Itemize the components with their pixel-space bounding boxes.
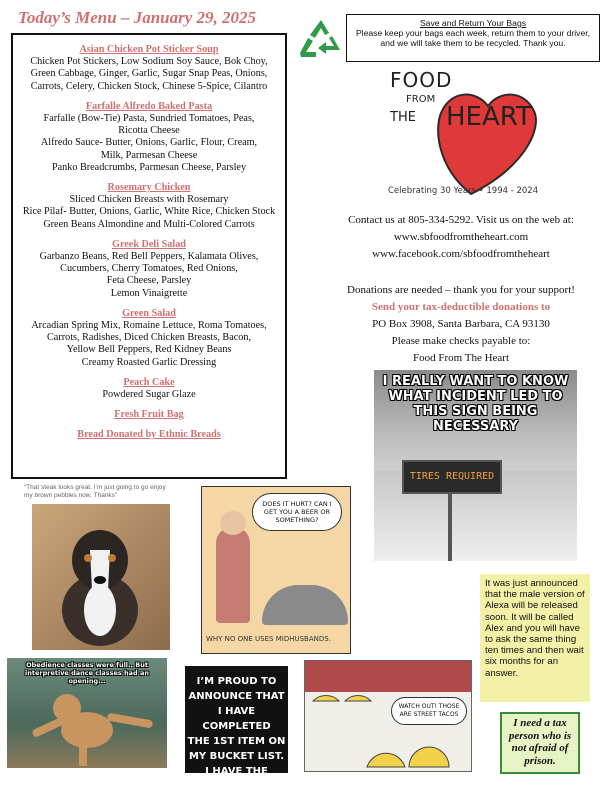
menu-item-title: Farfalle Alfredo Baked Pasta xyxy=(85,100,213,112)
menu-item-ingredients: Powdered Sugar Glaze xyxy=(102,389,196,401)
menu-item-ingredients: Ricotta Cheese xyxy=(118,125,180,137)
tacos-bubble: WATCH OUT! THOSE ARE STREET TACOS xyxy=(391,697,467,725)
menu-item-title: Asian Chicken Pot Sticker Soup xyxy=(79,44,219,55)
bucket-list-meme xyxy=(185,666,288,792)
menu-item-title: Green Salad xyxy=(122,307,176,319)
dancing-dog-meme xyxy=(7,658,167,768)
menu-item-title: Bread Donated by Ethnic Breads xyxy=(77,429,221,441)
tacos-group-icon xyxy=(365,727,455,769)
menu-item-ingredients: Feta Cheese, Parsley xyxy=(106,275,192,287)
midhusbands-cartoon xyxy=(201,486,351,654)
contact-info xyxy=(318,212,604,263)
tires-sign: TIRES REQUIRED xyxy=(402,460,502,494)
menu-item-ingredients: Green Beans Almondine and Multi-Colored Carrots xyxy=(43,218,255,230)
donation-address: PO Box 3908, Santa Barbara, CA 93130 xyxy=(372,318,550,330)
donation-info xyxy=(318,282,604,367)
menu-item-ingredients: Panko Breadcrumbs, Parmesan Cheese, Parsley xyxy=(51,161,247,173)
menu-item-title: Peach Cake xyxy=(123,376,175,388)
website-link[interactable]: www.sbfoodfromtheheart.com xyxy=(393,231,529,243)
dog-icon xyxy=(50,520,150,646)
cartoon-caption: WHY NO ONE USES MIDHUSBANDS. xyxy=(206,635,331,643)
taco-icon xyxy=(309,669,379,705)
facebook-link[interactable]: www.facebook.com/sbfoodfromtheheart xyxy=(372,248,550,260)
recycle-icon xyxy=(298,18,344,60)
tax-joke: I need a tax person who is not afraid of prison. xyxy=(500,712,580,774)
logo-heart-word: HEART xyxy=(446,102,532,132)
logo-from: FROM xyxy=(406,94,436,105)
menu-item-ingredients: Milk, Parmesan Cheese xyxy=(100,149,198,161)
menu-list xyxy=(14,44,284,442)
menu-item-ingredients: Farfalle (Bow-Tie) Pasta, Sundried Tomatoes, Peas, xyxy=(43,113,255,125)
bucket-line: ANNOUNCE THAT xyxy=(188,691,285,702)
bucket-text xyxy=(185,674,288,794)
man-figure xyxy=(216,527,250,623)
bucket-line: I’M PROUD TO xyxy=(196,676,277,687)
dog-steak-meme xyxy=(22,484,172,652)
bag-notice-title: Save and Return Your Bags xyxy=(419,18,527,28)
donation-send: Send your tax-deductible donations to xyxy=(371,301,551,313)
menu-item-ingredients: Arcadian Spring Mix, Romaine Lettuce, Roma Tomatoes, xyxy=(31,320,267,332)
speech-bubble: DOES IT HURT? CAN I GET YOU A BEER OR SOMETHING? xyxy=(252,493,342,531)
contact-line: Contact us at 805-334-5292. Visit us on the web at: xyxy=(348,214,574,226)
bag-return-notice xyxy=(346,14,600,62)
menu-item-ingredients: Creamy Roasted Garlic Dressing xyxy=(81,356,217,368)
dancing-dog-icon xyxy=(27,682,157,766)
menu-item-ingredients: Green Cabbage, Ginger, Garlic, Sugar Snap Peas, Onions, xyxy=(30,68,268,80)
logo-food: FOOD xyxy=(390,68,453,92)
menu-item-title: Rosemary Chicken xyxy=(107,182,191,194)
tires-required-meme xyxy=(374,370,577,561)
street-tacos-cartoon xyxy=(304,660,472,772)
menu-item-title: Greek Deli Salad xyxy=(112,238,186,250)
donation-appeal: Donations are needed – thank you for your support! xyxy=(347,284,575,296)
man-head xyxy=(220,511,246,535)
logo-tagline: Celebrating 30 Years • 1994 - 2024 xyxy=(388,186,539,196)
menu-item-ingredients: Garbanzo Beans, Red Bell Peppers, Kalamata Olives, xyxy=(39,251,259,263)
bucket-line: MY BUCKET LIST. xyxy=(188,751,285,762)
page-title: Today’s Menu – January 29, 2025 xyxy=(18,8,257,27)
logo-the: THE xyxy=(390,110,416,125)
menu-item-ingredients: Rice Pilaf- Butter, Onions, Garlic, White Rice, Chicken Stock xyxy=(22,206,276,218)
donation-checks: Please make checks payable to: xyxy=(391,335,531,347)
sign-post xyxy=(448,494,452,561)
menu-item-ingredients: Lemon Vinaigrette xyxy=(110,287,188,299)
menu-item-ingredients: Chicken Pot Stickers, Low Sodium Soy Sauce, Bok Choy, xyxy=(30,56,268,68)
menu-item-ingredients: Cucumbers, Cherry Tomatoes, Red Onions, xyxy=(60,263,238,275)
dog-caption: “That steak looks great. I’m just going to go enjoy my brown pebbles now. Thanks” xyxy=(24,484,166,499)
menu-item-ingredients: Alfredo Sauce- Butter, Onions, Garlic, Flour, Cream, xyxy=(40,137,258,149)
menu-item-ingredients: Carrots, Radishes, Diced Chicken Breasts, Bacon, xyxy=(47,332,251,344)
meme-caption: I REALLY WANT TO KNOW WHAT INCIDENT LED TO THIS SIGN BEING NECESSARY xyxy=(382,374,569,434)
obedience-caption: Obedience classes were full.. But interpretive dance classes had an opening... xyxy=(25,661,149,685)
alexa-joke: It was just announced that the male version of Alexa will be released soon. It will be called Alex and you will have to ask the same thing ten times and then wait six months for an answer. xyxy=(480,574,590,702)
menu-item-title: Fresh Fruit Bag xyxy=(114,409,184,421)
bed-figure xyxy=(262,585,348,625)
food-from-the-heart-logo xyxy=(376,66,556,206)
menu-item-ingredients: Carrots, Celery, Chicken Stock, Chinese 5-Spice, Cilantro xyxy=(30,80,268,92)
menu-item-ingredients: Sliced Chicken Breasts with Rosemary xyxy=(69,194,229,206)
bucket-line: I HAVE COMPLETED xyxy=(202,706,271,732)
bag-notice-body: Please keep your bags each week, return them to your driver, and we will take them to be recycled. Thank you. xyxy=(355,28,591,48)
bucket-line: I HAVE THE BUCKET. xyxy=(205,766,268,792)
bucket-line: THE 1ST ITEM ON xyxy=(187,736,286,747)
donation-payee: Food From The Heart xyxy=(412,352,510,364)
menu-item-ingredients: Yellow Bell Peppers, Red Kidney Beans xyxy=(66,344,232,356)
